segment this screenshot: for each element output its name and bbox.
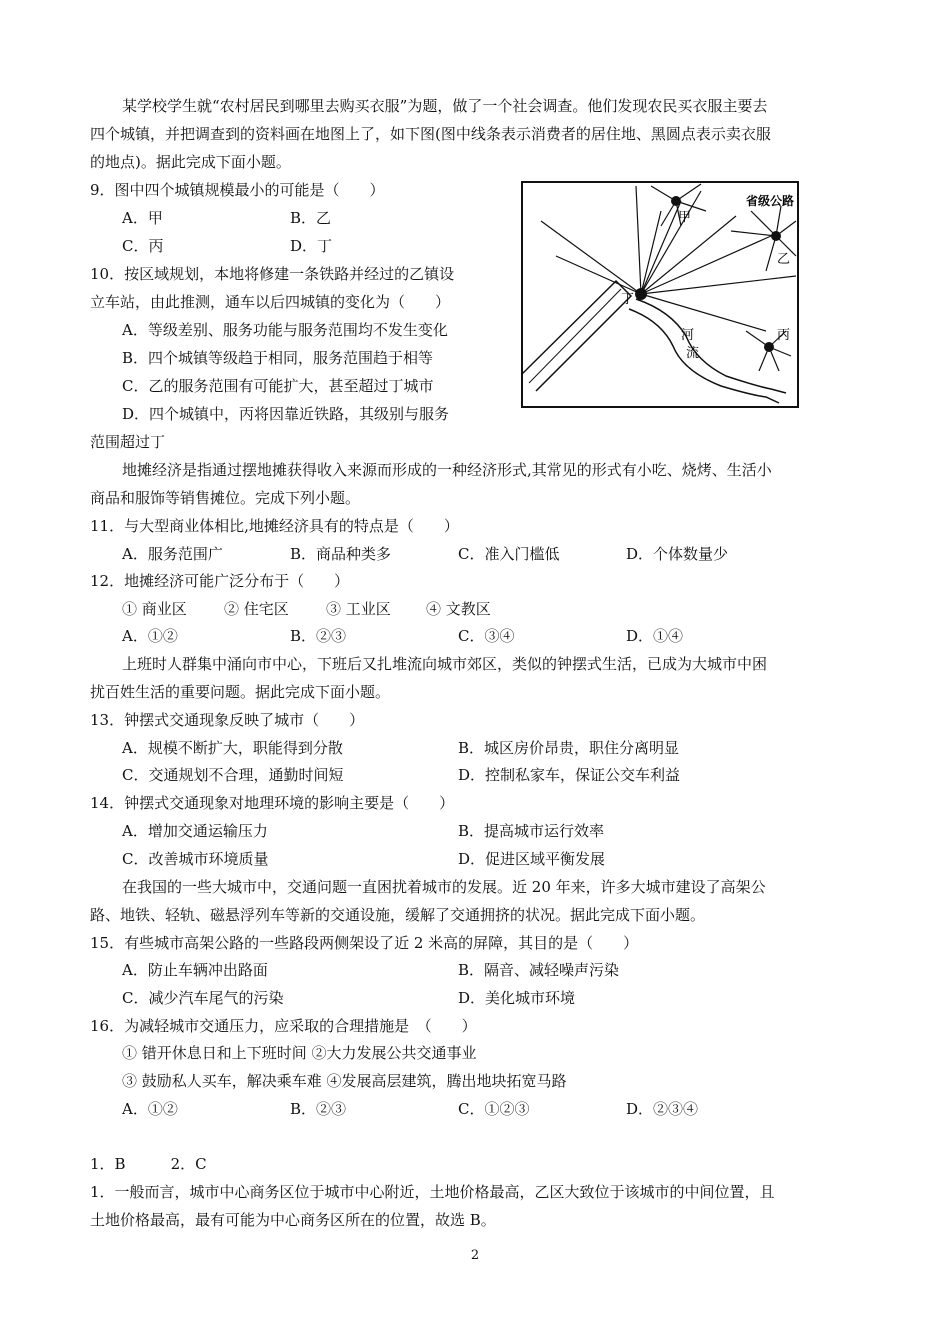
q12-item-1: ① 商业区 [122, 600, 187, 618]
q16-option-d: D．②③④ [626, 1100, 699, 1118]
q15-stem: 15．有些城市高架公路的一些路段两侧架设了近 2 米高的屏障，其目的是（ ） [90, 934, 639, 952]
para3-line-1: 上班时人群集中涌向市中心，下班后又扎堆流向城市郊区，类似的钟摆式生活，已成为大城市中困 [122, 655, 768, 673]
q10-stem-2: 立车站，由此推测，通车以后四城镇的变化为（ ） [90, 293, 451, 311]
q15-option-c: C．减少汽车尾气的污染 [122, 989, 284, 1007]
q11-option-b: B．商品种类多 [290, 545, 392, 563]
label-ding: 丁 [621, 292, 635, 307]
town-dot-yi [771, 231, 781, 241]
town-map-figure [521, 181, 799, 408]
q10-option-b: B．四个城镇等级趋于相同，服务范围趋于相等 [122, 349, 434, 367]
label-bing: 丙 [777, 328, 791, 343]
q9-option-d: D．丁 [290, 237, 333, 255]
q12-item-2: ② 住宅区 [224, 600, 289, 618]
explanation-line-1: 1．一般而言，城市中心商务区位于城市中心附近，土地价格最高，乙区大致位于该城市的中间位置，且 [90, 1183, 775, 1201]
q16-items-1-2: ① 错开休息日和上下班时间 ②大力发展公共交通事业 [122, 1044, 477, 1062]
q16-option-b: B．②③ [290, 1100, 347, 1118]
q12-option-c: C．③④ [458, 627, 515, 645]
q9-option-a: A．甲 [122, 209, 163, 227]
q14-option-a: A．增加交通运输压力 [122, 822, 268, 840]
q10-option-a: A．等级差别、服务功能与服务范围均不发生变化 [122, 321, 448, 339]
q13-option-b: B．城区房价昂贵，职住分离明显 [458, 739, 680, 757]
town-dot-jia [671, 196, 681, 206]
q15-option-b: B．隔音、减轻噪声污染 [458, 961, 620, 979]
answer-key: 1．B 2．C [90, 1155, 207, 1173]
q10-option-d-2: 范围超过丁 [90, 433, 166, 451]
para2-line-1: 地摊经济是指通过摆地摊获得收入来源而形成的一种经济形式,其常见的形式有小吃、烧烤、生活小 [122, 461, 772, 479]
q14-option-d: D．促进区域平衡发展 [458, 850, 606, 868]
q13-stem: 13．钟摆式交通现象反映了城市（ ） [90, 711, 365, 729]
q12-item-4: ④ 文教区 [426, 600, 491, 618]
q15-option-a: A．防止车辆冲出路面 [122, 961, 268, 979]
q15-option-d: D．美化城市环境 [458, 989, 576, 1007]
explanation-line-2: 土地价格最高，最有可能为中心商务区所在的位置，故选 B。 [90, 1211, 496, 1229]
para3-line-2: 扰百姓生活的重要问题。据此完成下面小题。 [90, 683, 391, 701]
intro-line-1: 某学校学生就“农村居民到哪里去购买衣服”为题，做了一个社会调查。他们发现农民买衣服主要去 [122, 97, 768, 115]
town-dot-ding [635, 288, 647, 300]
intro-line-3: 的地点)。据此完成下面小题。 [90, 153, 291, 171]
label-yi: 乙 [777, 252, 791, 267]
label-provincial-road: 省级公路 [746, 194, 795, 208]
intro-line-2: 四个城镇，并把调查到的资料画在地图上了，如下图(图中线条表示消费者的居住地、黑圆点表示卖衣服 [90, 125, 771, 143]
q16-option-c: C．①②③ [458, 1100, 530, 1118]
q11-stem: 11．与大型商业体相比,地摊经济具有的特点是（ ） [90, 517, 459, 535]
q12-item-3: ③ 工业区 [326, 600, 391, 618]
q10-stem-1: 10．按区域规划，本地将修建一条铁路并经过的乙镇设 [90, 265, 455, 283]
q13-option-a: A．规模不断扩大，职能得到分散 [122, 739, 343, 757]
q16-stem: 16．为减轻城市交通压力，应采取的合理措施是 （ ） [90, 1017, 477, 1035]
q14-option-c: C．改善城市环境质量 [122, 850, 269, 868]
q10-option-c: C．乙的服务范围有可能扩大，甚至超过丁城市 [122, 377, 434, 395]
town-dot-bing [764, 342, 774, 352]
q11-option-c: C．准入门槛低 [458, 545, 560, 563]
label-river-1: 河 [681, 328, 695, 343]
q12-stem: 12．地摊经济可能广泛分布于（ ） [90, 572, 350, 590]
q16-items-3-4: ③ 鼓励私人买车，解决乘车难 ④发展高层建筑，腾出地块拓宽马路 [122, 1072, 567, 1090]
para4-line-1: 在我国的一些大城市中，交通问题一直困扰着城市的发展。近 20 年来，许多大城市建设了高架公 [122, 878, 766, 896]
label-river-2: 流 [686, 346, 700, 361]
q12-option-a: A．①② [122, 627, 178, 645]
q14-option-b: B．提高城市运行效率 [458, 822, 605, 840]
para4-line-2: 路、地铁、轻轨、磁悬浮列车等新的交通设施，缓解了交通拥挤的状况。据此完成下面小题。 [90, 906, 706, 924]
para2-line-2: 商品和服饰等销售摊位。完成下列小题。 [90, 489, 361, 507]
q11-option-d: D．个体数量少 [626, 545, 729, 563]
q9-option-c: C．丙 [122, 237, 164, 255]
q10-option-d-1: D．四个城镇中，丙将因靠近铁路，其级别与服务 [122, 405, 450, 423]
label-jia: 甲 [678, 210, 692, 225]
q14-stem: 14．钟摆式交通现象对地理环境的影响主要是（ ） [90, 794, 455, 812]
q12-option-d: D．①④ [626, 627, 684, 645]
q12-option-b: B．②③ [290, 627, 347, 645]
page-number: 2 [470, 1248, 480, 1263]
q11-option-a: A．服务范围广 [122, 545, 223, 563]
q13-option-d: D．控制私家车，保证公交车利益 [458, 766, 681, 784]
q16-option-a: A．①② [122, 1100, 178, 1118]
q9-option-b: B．乙 [290, 209, 332, 227]
q13-option-c: C．交通规划不合理，通勤时间短 [122, 766, 344, 784]
q9-stem: 9．图中四个城镇规模最小的可能是（ ） [90, 181, 385, 199]
